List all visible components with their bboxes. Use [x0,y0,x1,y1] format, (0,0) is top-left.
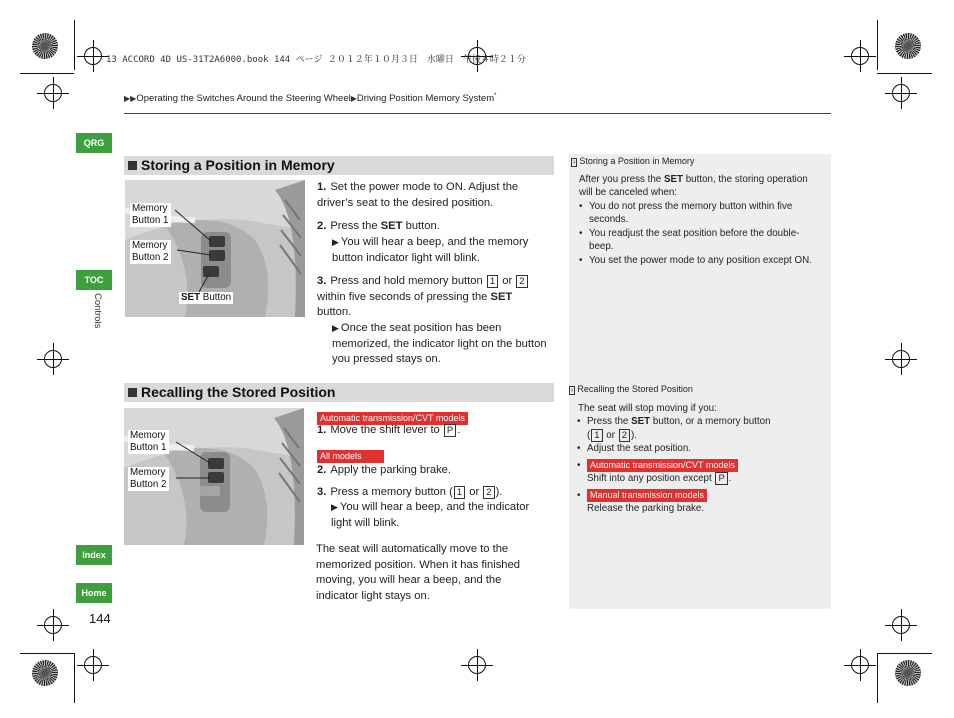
recalling-closing-paragraph: The seat will automatically move to the memorized position. When it has finished moving, you will hear a beep, and the indicator light stays on. [316,543,520,602]
key-1-symbol: 1 [454,486,465,499]
registration-starburst-tr [895,33,921,59]
recalling-step-2 [317,463,547,479]
tab-qrg[interactable]: QRG [76,133,112,153]
registration-mark [44,84,62,102]
note-text: button, the storing operation will be canceled when: [579,173,808,198]
step-text: Press and hold memory button [330,275,486,287]
crop-mark [877,73,932,74]
note-text-shift [587,472,823,486]
label-memory-button-2: Memory Button 2 [132,240,169,263]
recalling-step-3 [317,485,547,501]
note-bullet: • Adjust the seat position. [577,442,823,456]
note-text: Press the [587,416,632,427]
crop-mark [877,20,878,70]
breadcrumb-link-memory-system[interactable]: Driving Position Memory System [356,93,495,105]
breadcrumb [124,93,496,104]
storing-step-2 [317,219,547,235]
key-1-symbol: 1 [591,429,602,442]
registration-mark [851,47,869,65]
arrow-icon: ▶ [350,94,357,104]
step-text: Set the power mode to ON. Adjust the driver’s seat to the desired position. [317,181,519,209]
step-text: or [466,486,483,498]
note-text: button, or a memory button [650,416,771,427]
crop-mark [20,653,74,654]
tab-index[interactable]: Index [76,545,112,565]
note-text: ). [631,429,637,441]
breadcrumb-link-switches[interactable]: Operating the Switches Around the Steering Wheel [136,93,351,105]
step-number: 2. [317,220,327,232]
key-1-symbol: 1 [487,275,498,288]
storing-step-2-result [332,235,547,266]
key-p-symbol: P [444,424,456,437]
storing-step-3-result [332,321,547,368]
label-memory-button-2: Memory Button 2 [130,467,167,490]
note-title-text: Storing a Position in Memory [579,156,695,166]
square-bullet-icon [128,388,137,397]
crop-mark [74,20,75,70]
step-text: within five seconds of pressing the [317,290,491,303]
tag-text: All models [317,450,384,463]
key-2-symbol: 2 [619,429,630,442]
set-keyword: SET [663,173,684,185]
label-memory-button-1: Memory Button 1 [132,203,169,226]
figure-door-memory-buttons [125,180,305,317]
tag-all-models [317,446,384,464]
step-number: 1. [317,424,327,436]
registration-mark [44,616,62,634]
note-storing [571,155,823,267]
key-p-symbol: P [715,472,727,485]
storing-step-1 [317,180,547,211]
note-icon: › [571,387,574,394]
double-arrow-icon: ▶▶ [124,94,137,104]
note-bullet: • You readjust the seat position before the double-beep. [579,227,823,254]
step-text: or [499,275,516,287]
side-label-controls: Controls [92,293,103,329]
note-recalling [569,383,823,516]
tag-automatic-transmission: Automatic transmission/CVT models [587,459,738,472]
note-bullet [577,415,823,442]
step-text: Press a memory button ( [330,486,453,498]
key-2-symbol: 2 [483,486,494,499]
set-keyword: SET [490,290,513,303]
result-arrow-icon: ▶ [332,323,339,333]
note-bullet: • You set the power mode to any position except ON. [579,254,823,268]
crop-mark [877,653,932,654]
result-arrow-icon: ▶ [332,237,339,247]
recalling-step-1 [317,423,547,439]
note-bullet-tag [577,459,823,473]
registration-mark [84,47,102,65]
note-text: After you press the [579,173,664,185]
note-intro [579,173,823,200]
step-text: button. [317,306,352,318]
square-bullet-icon [128,161,137,170]
registration-mark [84,656,102,674]
section-heading-storing [124,156,554,175]
tab-toc[interactable]: TOC [76,270,112,290]
section-heading-text: Recalling the Stored Position [141,384,336,400]
label-set-bold: SET [181,292,201,303]
step-number: 1. [317,181,327,193]
result-arrow-icon: ▶ [331,502,338,512]
section-heading-text: Storing a Position in Memory [141,157,335,173]
tag-text: Automatic transmission/CVT models [317,412,468,425]
registration-starburst-tl [32,33,58,59]
registration-mark [892,84,910,102]
set-keyword: SET [631,416,651,427]
note-text: ( [587,429,591,441]
note-text: or [603,429,618,441]
result-text: Once the seat position has been memorized, the indicator light on the button you pressed stays on. [332,322,547,365]
period: . [728,473,732,484]
label-set-rest: Button [200,292,232,303]
note-text: Shift into any position except [587,473,715,484]
tab-home[interactable]: Home [76,583,112,603]
asterisk: * [494,93,497,99]
result-text: You will hear a beep, and the indicator light will blink. [331,501,530,529]
crop-mark [20,73,74,74]
header-rule [124,113,831,114]
tag-manual-transmission: Manual transmission models [587,489,707,502]
section-heading-recalling [124,383,554,402]
registration-mark [892,616,910,634]
registration-mark [468,656,486,674]
note-title [569,383,823,398]
note-title [571,155,823,170]
step-number: 2. [317,464,327,476]
step-text: Press the [330,220,381,232]
step-text: Apply the parking brake. [330,464,451,476]
registration-mark [892,350,910,368]
key-2-symbol: 2 [516,275,527,288]
registration-mark [44,350,62,368]
crop-mark [877,653,878,703]
label-set-button [179,292,233,304]
note-bullet-tag [577,489,823,503]
crop-mark [74,653,75,703]
note-text-brake: Release the parking brake. [587,503,705,514]
print-header: 13 ACCORD 4D US-31T2A6000.book 144 ページ ２０１２年１０月３日 水曜日 午後４時２１分 [106,55,526,65]
set-keyword: SET [380,220,403,232]
step-number: 3. [317,486,327,498]
step-number: 3. [317,275,327,287]
note-bullet: • You do not press the memory button within five seconds. [579,200,823,227]
note-intro: The seat will stop moving if you: [578,402,717,414]
step-text: button. [402,220,440,232]
note-title-text: Recalling the Stored Position [577,384,693,394]
recalling-step-3-result [331,500,547,531]
result-text: You will hear a beep, and the memory button indicator light will blink. [332,236,529,264]
figure-door-memory-buttons-recall [124,408,304,545]
storing-step-3 [317,274,547,321]
page-number: 144 [89,611,111,626]
registration-mark [851,656,869,674]
period: . [457,424,461,436]
note-icon: › [573,159,576,166]
registration-starburst-bl [32,660,58,686]
registration-starburst-br [895,660,921,686]
label-memory-button-1: Memory Button 1 [130,430,167,453]
step-text: ). [495,486,503,498]
step-text: Move the shift lever to [330,424,443,436]
